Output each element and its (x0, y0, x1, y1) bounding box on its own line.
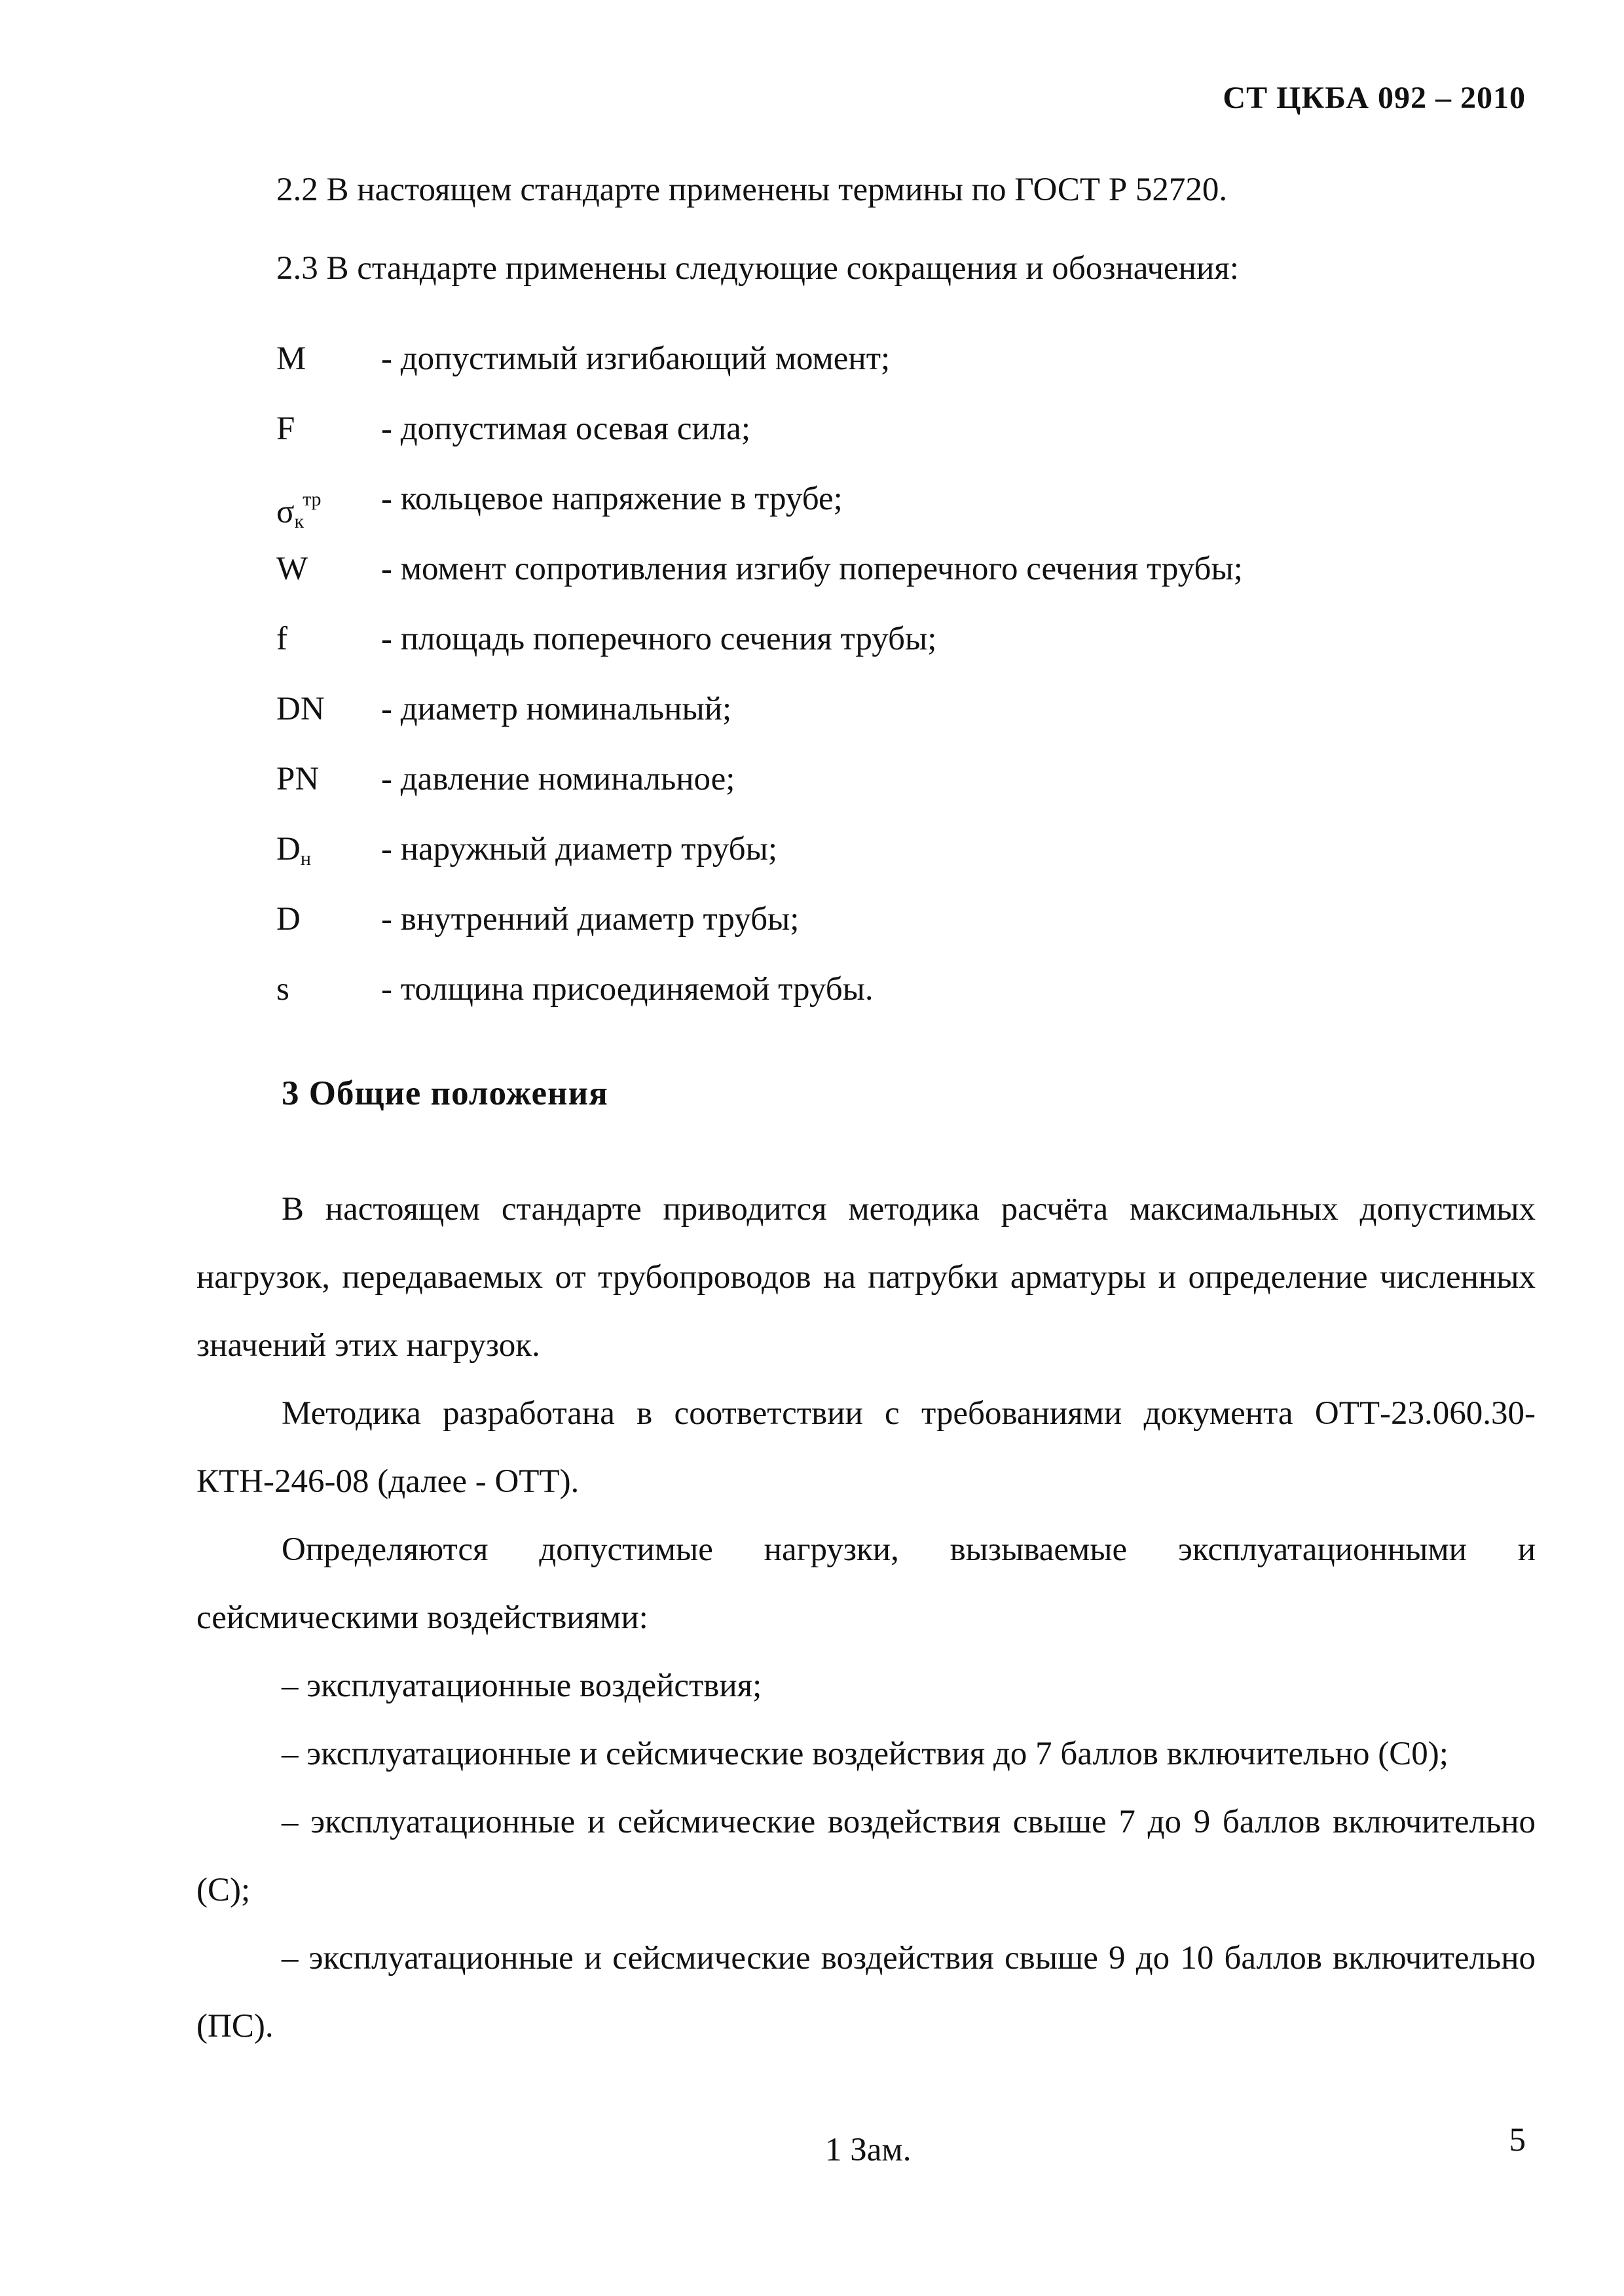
term-symbol: $D_н$ (276, 831, 311, 869)
section-3-paragraph-2: Методика разработана в соответствии с требованиями документа ОТТ-23.060.30-КТН-246-08 (далее - ОТТ). (196, 1395, 1536, 1500)
term-symbol: F (276, 410, 295, 447)
list-item: – эксплуатационные и сейсмические воздействия свыше 9 до 10 баллов включительно (ПС). (196, 1940, 1536, 2045)
term-symbol: f (276, 621, 287, 657)
term-symbol: M (276, 340, 306, 377)
term-symbol: W (276, 551, 308, 587)
list-item: – эксплуатационные воздействия; (282, 1667, 762, 1704)
list-item (276, 604, 1521, 674)
list-item (276, 464, 1521, 534)
list-item (276, 534, 1521, 604)
abbreviation-list (276, 324, 1521, 1025)
footer-change-note: 1 Зам. (825, 2132, 912, 2168)
list-item (276, 744, 1521, 814)
term-symbol: s (276, 971, 289, 1008)
term-symbol: $\sigma_к^{тр}$ (276, 488, 322, 532)
term-description: - площадь поперечного сечения трубы; (381, 621, 937, 657)
term-description: - допустимый изгибающий момент; (381, 340, 891, 377)
term-description: - кольцевое напряжение в трубе; (381, 481, 843, 517)
term-description: - наружный диаметр трубы; (381, 831, 778, 867)
list-item: – эксплуатационные и сейсмические воздействия до 7 баллов включительно (С0); (282, 1736, 1449, 1772)
paragraph-2-3: 2.3 В стандарте применены следующие сокращения и обозначения: (276, 250, 1239, 287)
term-symbol: DN (276, 691, 325, 727)
document-code-header: СТ ЦКБА 092 – 2010 (1223, 81, 1526, 115)
section-3-title: 3 Общие положения (282, 1074, 608, 1112)
list-item (276, 955, 1521, 1025)
section-3-paragraph-3: Определяются допустимые нагрузки, вызываемые эксплуатационными и сейсмическими воздействиями: (196, 1531, 1536, 1636)
page-number: 5 (1509, 2122, 1526, 2159)
section-3-body (196, 1175, 1536, 2060)
list-item (276, 674, 1521, 744)
list-item: – эксплуатационные и сейсмические воздействия свыше 7 до 9 баллов включительно (С); (196, 1804, 1536, 1908)
term-description: - внутренний диаметр трубы; (381, 901, 800, 938)
section-3-paragraph-1: В настоящем стандарте приводится методика расчёта максимальных допустимых нагрузок, передаваемых от трубопроводов на патрубки арматуры и определение численных значений этих нагрузок. (196, 1191, 1536, 1364)
paragraph-2-2: 2.2 В настоящем стандарте применены термины по ГОСТ Р 52720. (276, 172, 1228, 208)
list-item (276, 884, 1521, 955)
list-item (276, 814, 1521, 884)
list-item (276, 394, 1521, 464)
term-description: - допустимая осевая сила; (381, 410, 751, 447)
term-description: - давление номинальное; (381, 761, 735, 797)
term-description: - диаметр номинальный; (381, 691, 732, 727)
list-item (276, 324, 1521, 394)
term-symbol: PN (276, 761, 320, 797)
term-description: - толщина присоединяемой трубы. (381, 971, 874, 1008)
term-symbol: D (276, 901, 301, 938)
term-description: - момент сопротивления изгибу поперечного сечения трубы; (381, 551, 1243, 587)
